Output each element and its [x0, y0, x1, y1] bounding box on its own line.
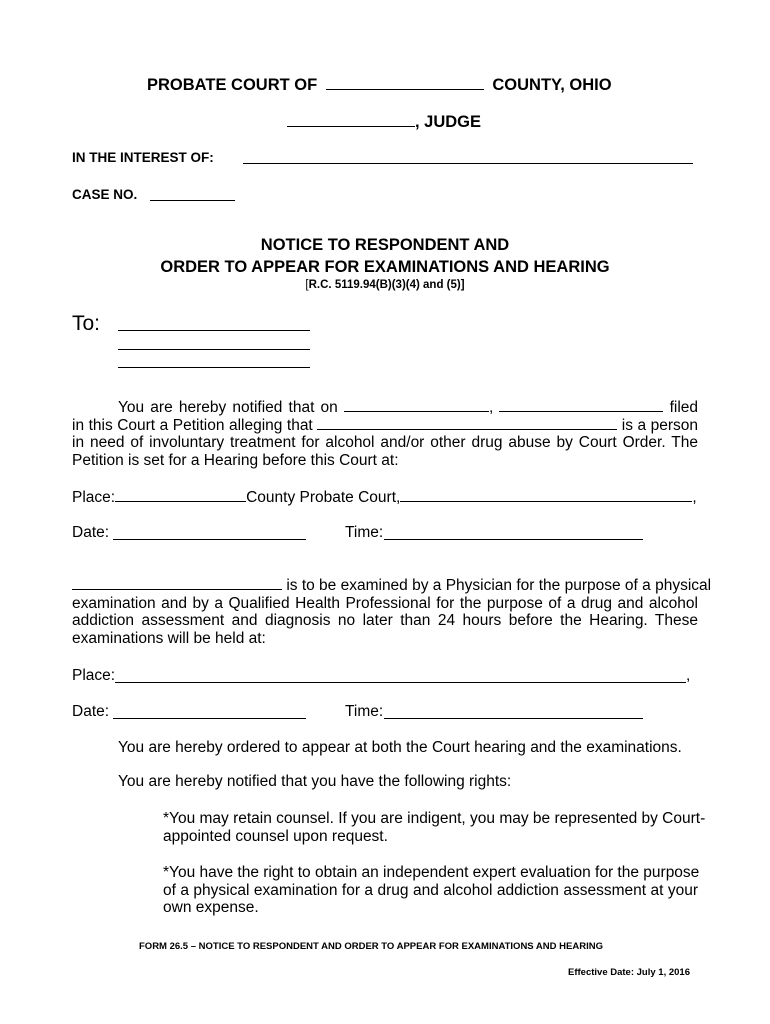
exam-line-4: examinations will be held at:	[72, 629, 266, 647]
exam-date-blank[interactable]	[113, 718, 306, 719]
to-line-2[interactable]	[118, 349, 310, 350]
right-evaluation-line-3: own expense.	[163, 899, 259, 916]
to-label: To:	[72, 312, 101, 335]
hearing-time-blank[interactable]	[384, 539, 643, 540]
exam-time-blank[interactable]	[384, 718, 643, 719]
exam-time-label: Time:	[345, 703, 384, 720]
exam-paragraph	[72, 577, 712, 647]
case-label: CASE NO.	[72, 187, 138, 202]
hearing-time-label: Time:	[345, 524, 384, 541]
citation	[0, 279, 770, 291]
case-number-blank[interactable]	[150, 200, 235, 201]
interest-label: IN THE INTEREST OF:	[72, 150, 214, 165]
notice-line-2: in this Court a Petition alleging that is a person	[72, 416, 699, 434]
notice-line-3: in need of involuntary treatment for alcohol and/or other drug abuse by Court Order. The	[72, 434, 698, 451]
form-footer-title: FORM 26.5 – NOTICE TO RESPONDENT AND ORDER TO APPEAR FOR EXAMINATIONS AND HEARING	[139, 941, 603, 952]
right-evaluation-line-2: of a physical examination for a drug and alcohol addiction assessment at your	[163, 881, 698, 899]
examinee-name-blank[interactable]	[72, 577, 282, 590]
petitioner-name-blank[interactable]	[499, 399, 663, 412]
hearing-date-label: Date:	[72, 524, 110, 541]
respondent-name-blank[interactable]	[317, 417, 617, 430]
court-heading	[147, 76, 612, 95]
hearing-address-blank[interactable]	[400, 489, 692, 502]
exam-line-1: is to be examined by a Physician for the purpose of a physical	[72, 577, 698, 595]
hearing-place-label: Place:	[72, 489, 116, 506]
exam-place-blank[interactable]	[115, 682, 686, 683]
right-counsel-line-2: appointed counsel upon request.	[163, 827, 388, 845]
county-blank[interactable]	[326, 77, 484, 90]
hearing-county-blank[interactable]	[115, 489, 246, 502]
hearing-place-row: Place: County Probate Court, ,	[72, 489, 697, 506]
judge-suffix: , JUDGE	[415, 113, 482, 131]
rights-intro: You are hereby notified that you have the following rights:	[118, 773, 512, 790]
order-text: You are hereby ordered to appear at both the Court hearing and the examinations.	[118, 739, 682, 756]
effective-date: Effective Date: July 1, 2016	[568, 967, 690, 978]
right-evaluation	[163, 864, 698, 917]
court-suffix: COUNTY, OHIO	[492, 76, 612, 94]
judge-heading	[287, 113, 481, 132]
exam-line-2: examination and by a Qualified Health Professional for the purpose of a drug and alcohol	[72, 594, 698, 612]
title-line-2: ORDER TO APPEAR FOR EXAMINATIONS AND HEARING	[160, 258, 610, 276]
right-counsel-line-1: *You may retain counsel. If you are indigent, you may be represented by Court-	[163, 810, 706, 827]
petition-date-blank[interactable]	[344, 399, 489, 412]
right-counsel	[163, 810, 706, 845]
exam-line-3: addiction assessment and diagnosis no later than 24 hours before the Hearing. These	[72, 612, 698, 629]
notice-line-4: Petition is set for a Hearing before this Court at:	[72, 451, 399, 469]
hearing-date-blank[interactable]	[113, 539, 306, 540]
county-probate-text: County Probate Court,	[246, 489, 401, 506]
right-evaluation-line-1: *You have the right to obtain an independent expert evaluation for the purpose	[163, 864, 700, 881]
citation-bracket: [	[305, 279, 309, 291]
to-line-3[interactable]	[118, 367, 310, 368]
exam-trailing-comma: ,	[686, 667, 691, 684]
citation-text: R.C. 5119.94(B)(3)(4) and (5)]	[308, 279, 465, 291]
notice-paragraph	[72, 399, 698, 469]
notice-line-1: You are hereby notified that on , filed	[118, 399, 698, 416]
interest-of-blank[interactable]	[243, 163, 693, 164]
judge-name-blank[interactable]	[287, 114, 415, 127]
to-line-1[interactable]	[118, 330, 310, 331]
exam-place-label: Place:	[72, 667, 116, 684]
title-line-1: NOTICE TO RESPONDENT AND	[260, 236, 510, 254]
exam-date-label: Date:	[72, 703, 110, 720]
court-prefix: PROBATE COURT OF	[147, 76, 318, 94]
